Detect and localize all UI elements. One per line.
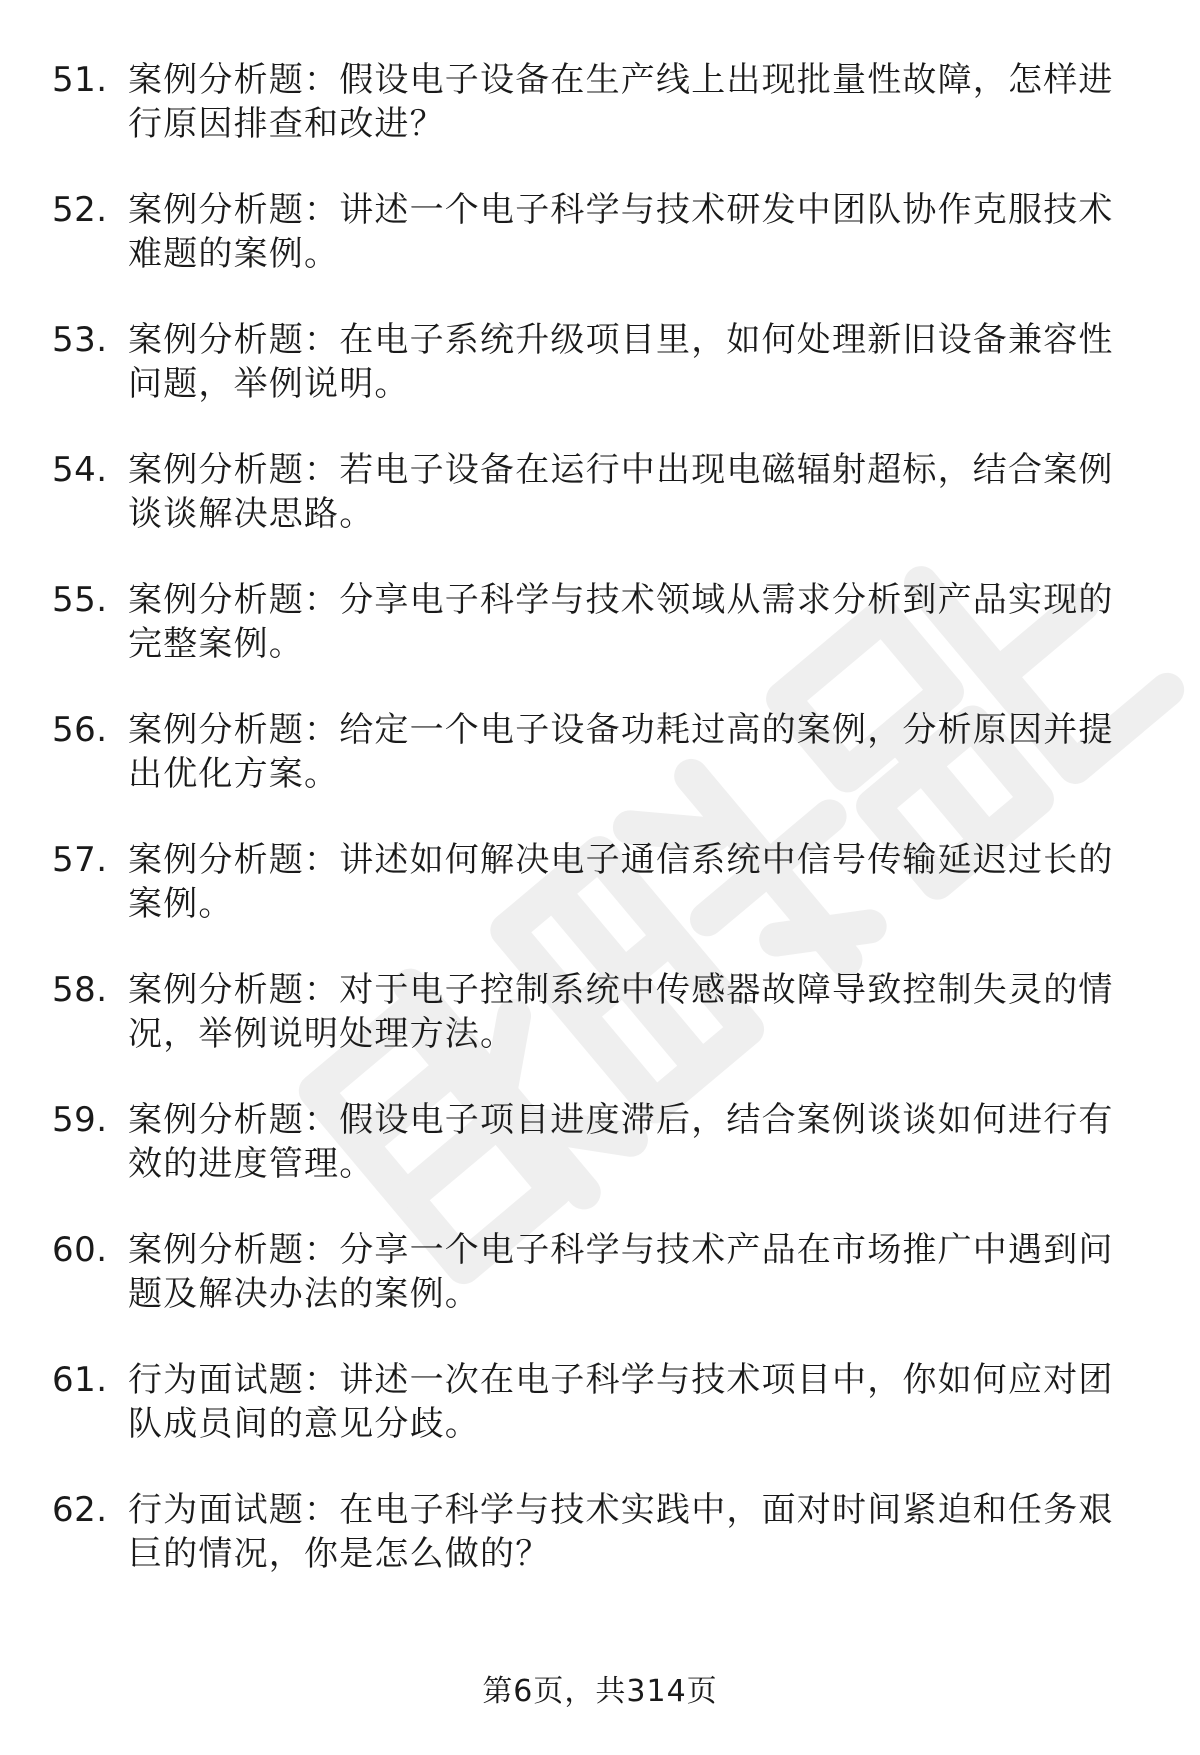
question-item bbox=[0, 1488, 1200, 1618]
question-text: 案例分析题：分享一个电子科学与技术产品在市场推广中遇到问题及解决办法的案例。 bbox=[128, 1230, 1114, 1314]
question-text: 案例分析题：给定一个电子设备功耗过高的案例，分析原因并提出优化方案。 bbox=[128, 710, 1114, 794]
question-list bbox=[0, 58, 1200, 1618]
question-text: 行为面试题：讲述一次在电子科学与技术项目中，你如何应对团队成员间的意见分歧。 bbox=[128, 1360, 1114, 1444]
question-number: 56. bbox=[52, 710, 108, 750]
page-indicator: 第6页，共314页 bbox=[482, 1674, 718, 1709]
question-number: 58. bbox=[52, 970, 108, 1010]
question-item bbox=[0, 838, 1200, 968]
question-number: 51. bbox=[52, 60, 108, 100]
question-number: 62. bbox=[52, 1490, 108, 1530]
question-text: 行为面试题：在电子科学与技术实践中，面对时间紧迫和任务艰巨的情况，你是怎么做的？ bbox=[128, 1490, 1114, 1574]
question-number: 61. bbox=[52, 1360, 108, 1400]
question-item bbox=[0, 1228, 1200, 1358]
question-item bbox=[0, 708, 1200, 838]
question-text: 案例分析题：对于电子控制系统中传感器故障导致控制失灵的情况，举例说明处理方法。 bbox=[128, 970, 1114, 1054]
question-item bbox=[0, 578, 1200, 708]
question-item bbox=[0, 448, 1200, 578]
question-text: 案例分析题：分享电子科学与技术领域从需求分析到产品实现的完整案例。 bbox=[128, 580, 1114, 664]
question-item bbox=[0, 1098, 1200, 1228]
question-text: 案例分析题：在电子系统升级项目里，如何处理新旧设备兼容性问题，举例说明。 bbox=[128, 320, 1114, 404]
question-number: 53. bbox=[52, 320, 108, 360]
question-text: 案例分析题：若电子设备在运行中出现电磁辐射超标，结合案例谈谈解决思路。 bbox=[128, 450, 1114, 534]
question-text: 案例分析题：假设电子设备在生产线上出现批量性故障，怎样进行原因排查和改进？ bbox=[128, 60, 1114, 144]
question-item bbox=[0, 188, 1200, 318]
question-number: 59. bbox=[52, 1100, 108, 1140]
question-number: 57. bbox=[52, 840, 108, 880]
question-number: 55. bbox=[52, 580, 108, 620]
question-number: 52. bbox=[52, 190, 108, 230]
question-number: 54. bbox=[52, 450, 108, 490]
question-item bbox=[0, 1358, 1200, 1488]
question-item bbox=[0, 58, 1200, 188]
question-text: 案例分析题：讲述如何解决电子通信系统中信号传输延迟过长的案例。 bbox=[128, 840, 1114, 924]
question-text: 案例分析题：讲述一个电子科学与技术研发中团队协作克服技术难题的案例。 bbox=[128, 190, 1114, 274]
question-text: 案例分析题：假设电子项目进度滞后，结合案例谈谈如何进行有效的进度管理。 bbox=[128, 1100, 1114, 1184]
question-item bbox=[0, 968, 1200, 1098]
question-item bbox=[0, 318, 1200, 448]
question-number: 60. bbox=[52, 1230, 108, 1270]
